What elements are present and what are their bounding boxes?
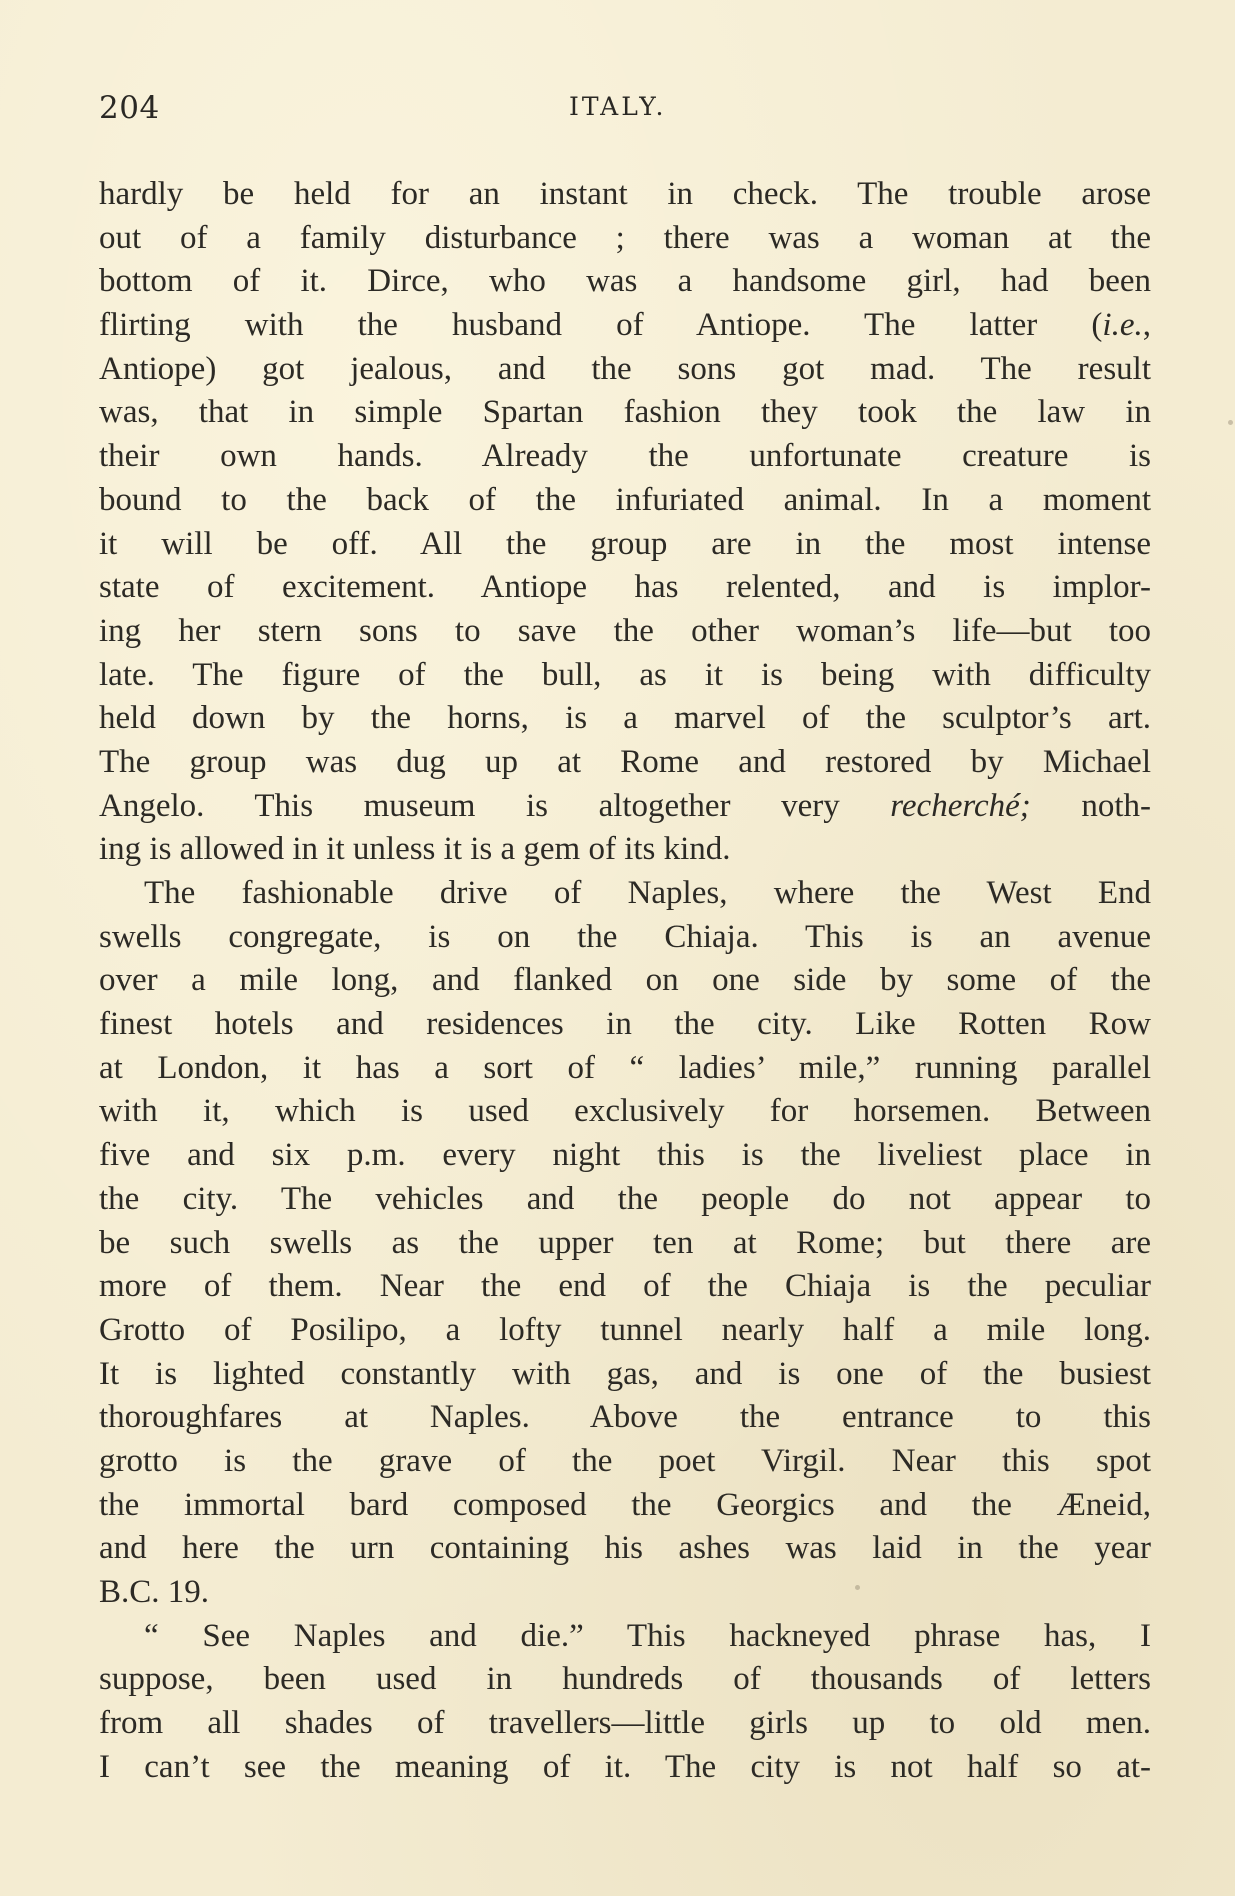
- italic-abbrev: i.e.: [1102, 307, 1143, 344]
- italic-word: recherché;: [890, 787, 1031, 824]
- paper-speck: [855, 1585, 860, 1590]
- text-line: late. The figure of the bull, as it is being with difficulty: [99, 656, 1151, 693]
- text-line: and here the urn containing his ashes was laid in the year: [99, 1530, 1151, 1567]
- text-line: over a mile long, and flanked on one side by some of the: [99, 962, 1151, 999]
- text-line: finest hotels and residences in the city. Like Rotten Row: [99, 1006, 1151, 1043]
- text-line: B.C. 19.: [99, 1574, 210, 1610]
- text-line: their own hands. Already the unfortunate creature is: [99, 438, 1151, 475]
- text-line: flirting with the husband of Antiope. The latter (i.e.,: [99, 307, 1151, 344]
- text-line: swells congregate, is on the Chiaja. This is an avenue: [99, 918, 1151, 955]
- text-line: it will be off. All the group are in the most intense: [99, 525, 1151, 562]
- paragraph-start-line: The fashionable drive of Naples, where the West End: [144, 875, 1151, 911]
- text-line: hardly be held for an instant in check. The trouble arose: [99, 176, 1151, 212]
- page-number: 204: [99, 90, 160, 126]
- text-line: ing her stern sons to save the other woman’s life—but too: [99, 612, 1151, 649]
- text-line: the city. The vehicles and the people do not appear to: [99, 1180, 1151, 1217]
- running-head: [99, 90, 1151, 130]
- text-line: from all shades of travellers—little girls up to old men.: [99, 1705, 1151, 1742]
- text-line: It is lighted constantly with gas, and is one of the busiest: [99, 1355, 1151, 1392]
- text-line: Grotto of Posilipo, a lofty tunnel nearly half a mile long.: [99, 1311, 1151, 1348]
- text-line: was, that in simple Spartan fashion they took the law in: [99, 394, 1151, 431]
- paper-speck: [1228, 420, 1233, 425]
- text-line: state of excitement. Antiope has relented, and is implor-: [99, 569, 1151, 606]
- text-line: grotto is the grave of the poet Virgil. Near this spot: [99, 1442, 1151, 1479]
- text-line: I can’t see the meaning of it. The city is not half so at-: [99, 1748, 1151, 1785]
- text-line: held down by the horns, is a marvel of the sculptor’s art.: [99, 700, 1151, 737]
- text-line: thoroughfares at Naples. Above the entrance to this: [99, 1399, 1151, 1436]
- text-line: Angelo. This museum is altogether very recherché; noth-: [99, 787, 1151, 824]
- paragraph-start-line: “ See Naples and die.” This hackneyed phrase has, I: [144, 1617, 1151, 1654]
- text-line: ing is allowed in it unless it is a gem of its kind.: [99, 831, 731, 868]
- text-line: Antiope) got jealous, and the sons got mad. The result: [99, 350, 1151, 387]
- text-line: at London, it has a sort of “ ladies’ mile,” running parallel: [99, 1049, 1151, 1086]
- text-line: The group was dug up at Rome and restored by Michael: [99, 743, 1151, 780]
- text-line: bound to the back of the infuriated animal. In a moment: [99, 481, 1151, 518]
- text-line: five and six p.m. every night this is the liveliest place in: [99, 1137, 1151, 1174]
- text-line: more of them. Near the end of the Chiaja is the peculiar: [99, 1268, 1151, 1305]
- text-line: out of a family disturbance ; there was a woman at the: [99, 219, 1151, 256]
- text-line: be such swells as the upper ten at Rome; but there are: [99, 1224, 1151, 1261]
- body-text: [99, 173, 1151, 1789]
- text-line: the immortal bard composed the Georgics and the Æneid,: [99, 1486, 1151, 1523]
- text-line: bottom of it. Dirce, who was a handsome girl, had been: [99, 263, 1151, 300]
- text-line: suppose, been used in hundreds of thousands of letters: [99, 1661, 1151, 1698]
- text-line: with it, which is used exclusively for horsemen. Between: [99, 1093, 1151, 1130]
- page-header-title: ITALY.: [569, 92, 667, 121]
